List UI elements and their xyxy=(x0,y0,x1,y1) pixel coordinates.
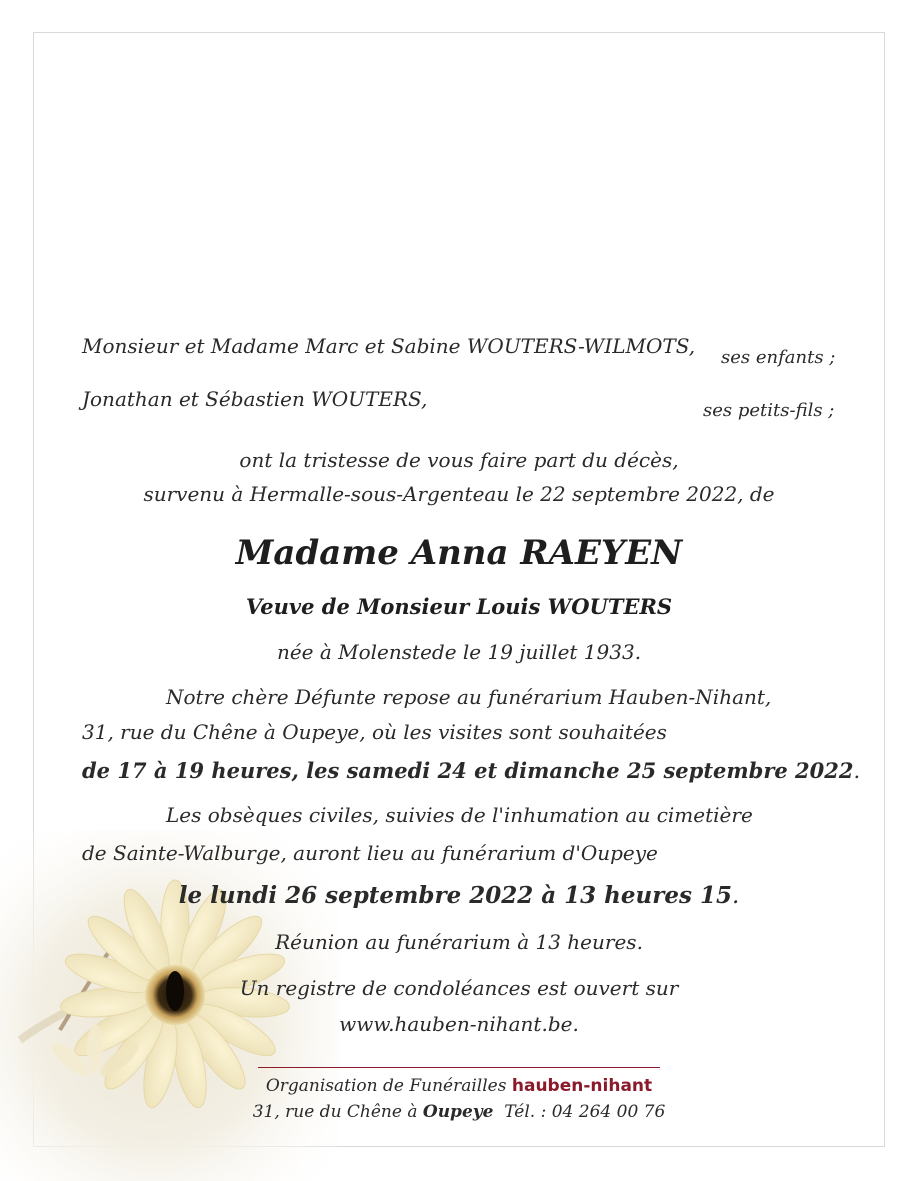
footer-address xyxy=(0,1102,918,1122)
visitation-hours-text: de 17 à 19 heures, les samedi 24 et dimanche 25 septembre 2022 xyxy=(82,758,854,783)
deceased-name: Madame Anna RAEYEN xyxy=(235,533,683,573)
register-text: Un registre de condoléances est ouvert sur xyxy=(239,976,679,1000)
announcement-line-1: ont la tristesse de vous faire part du décès, xyxy=(239,448,679,472)
register-website[interactable]: www.hauben-nihant.be. xyxy=(339,1012,579,1036)
funeral-meeting: Réunion au funérarium à 13 heures. xyxy=(275,930,643,954)
footer-phone: Tél. : 04 264 00 76 xyxy=(504,1102,666,1122)
deceased-birth: née à Molenstede le 19 juillet 1933. xyxy=(276,640,642,664)
funeral-line-2: de Sainte-Walburge, auront lieu au funérarium d'Oupeye xyxy=(82,841,658,865)
funeral-date xyxy=(0,882,918,909)
footer-street: 31, rue du Chêne à xyxy=(252,1102,418,1122)
footer-city: Oupeye xyxy=(422,1102,494,1122)
footer-divider xyxy=(258,1067,660,1068)
deceased-spouse: Veuve de Monsieur Louis WOUTERS xyxy=(245,594,673,619)
grandchildren-names: Jonathan et Sébastien WOUTERS, xyxy=(82,387,428,411)
visitation-hours-period: . xyxy=(853,759,861,783)
announcement-line-2: survenu à Hermalle-sous-Argenteau le 22 septembre 2022, de xyxy=(143,482,775,506)
visitation-line-1: Notre chère Défunte repose au funérarium Hauben-Nihant, xyxy=(166,685,772,709)
funeral-date-text: le lundi 26 septembre 2022 à 13 heures 15 xyxy=(178,882,732,909)
visitation-hours xyxy=(82,758,860,783)
visitation-line-2: 31, rue du Chêne à Oupeye, où les visites sont souhaitées xyxy=(82,720,667,744)
funeral-line-1: Les obsèques civiles, suivies de l'inhumation au cimetière xyxy=(166,803,753,827)
footer-brand: hauben-nihant xyxy=(511,1076,653,1096)
children-names: Monsieur et Madame Marc et Sabine WOUTERS-WILMOTS, xyxy=(82,334,696,358)
footer-organisation xyxy=(0,1076,918,1096)
grandchildren-role: ses petits-fils ; xyxy=(703,400,835,421)
funeral-date-period: . xyxy=(731,883,740,909)
footer-org-label: Organisation de Funérailles xyxy=(265,1076,507,1096)
children-role: ses enfants ; xyxy=(721,347,836,368)
